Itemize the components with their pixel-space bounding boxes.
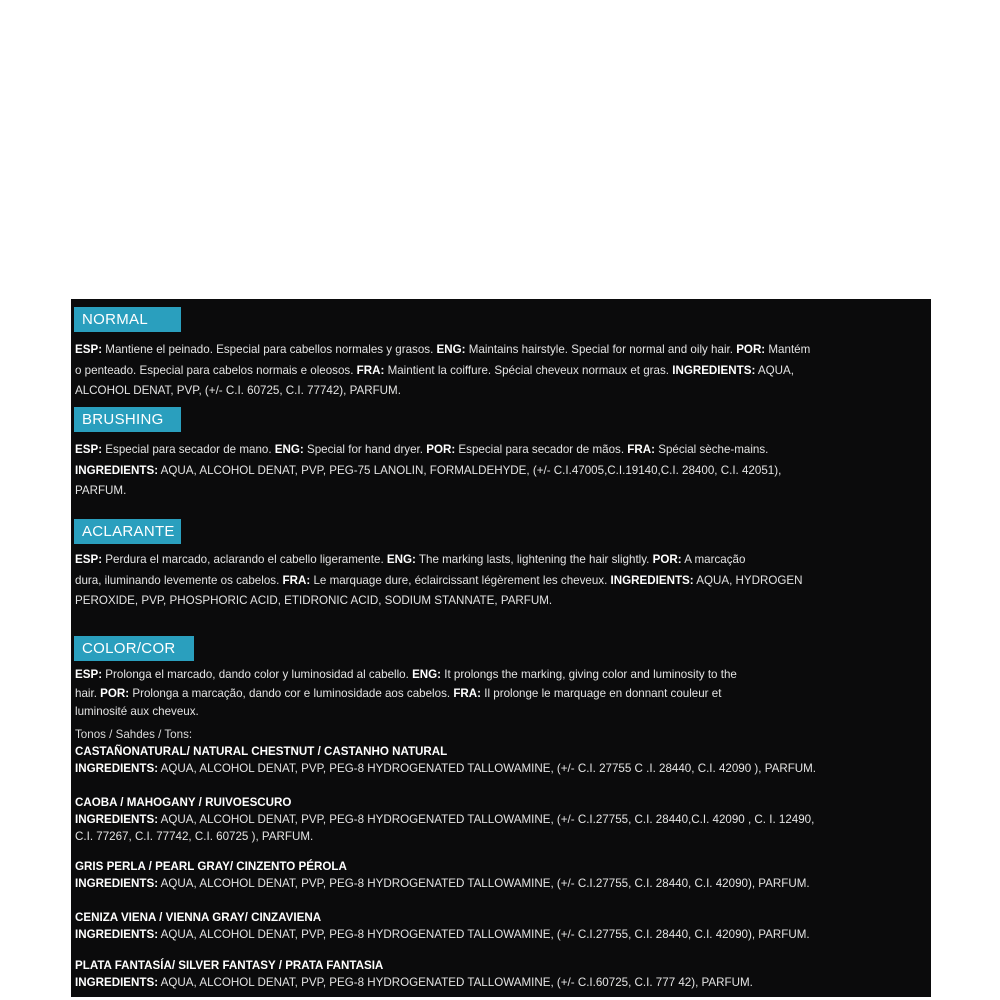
tone-name: PLATA FANTASÍA/ SILVER FANTASY / PRATA FANTASIA — [75, 959, 384, 972]
text-line: hair. POR: Prolonga a marcação, dando cor e luminosidade aos cabelos. FRA: Il prolonge le marquage en donnant couleur et — [75, 686, 722, 700]
tone-name: CAOBA / MAHOGANY / RUIVOESCURO — [75, 796, 292, 809]
tone-name: GRIS PERLA / PEARL GRAY/ CINZENTO PÉROLA — [75, 860, 347, 873]
text-line: PEROXIDE, PVP, PHOSPHORIC ACID, ETIDRONIC ACID, SODIUM STANNATE, PARFUM. — [75, 594, 553, 607]
text-line: o penteado. Especial para cabelos normais e oleosos. FRA: Maintient la coiffure. Spécial cheveux normaux et gras. INGREDIENTS: AQUA, — [75, 363, 794, 377]
tones-label: Tonos / Sahdes / Tons: — [75, 728, 193, 741]
text-line: luminosité aux cheveux. — [75, 705, 199, 718]
tone-block-silver-fantasy — [75, 957, 925, 991]
tone-ingredients: INGREDIENTS: AQUA, ALCOHOL DENAT, PVP, PEG-8 HYDROGENATED TALLOWAMINE, (+/- C.I. 27755 C .I. 28440, C.I. 42090 ), PARFUM. — [75, 762, 817, 775]
text-line: ESP: Perdura el marcado, aclarando el cabello ligeramente. ENG: The marking lasts, lightening the hair slightly. POR: A marcação — [75, 553, 746, 566]
section-text-aclarante — [75, 550, 925, 612]
text-line: ESP: Mantiene el peinado. Especial para cabellos normales y grasos. ENG: Maintains hairstyle. Special for normal and oily hair. POR: Mantém — [75, 343, 811, 356]
section-header-color: COLOR/COR — [74, 636, 194, 661]
tone-name: CENIZA VIENA / VIENNA GRAY/ CINZAVIENA — [75, 911, 322, 924]
section-header-aclarante: ACLARANTE — [74, 519, 181, 544]
text-line: ALCOHOL DENAT, PVP, (+/- C.I. 60725, C.I. 77742), PARFUM. — [75, 384, 401, 397]
section-text-brushing — [75, 440, 925, 502]
text-line: ESP: Prolonga el marcado, dando color y luminosidad al cabello. ENG: It prolongs the marking, giving color and luminosity to the — [75, 668, 737, 681]
section-text-color — [75, 666, 925, 722]
tone-ingredients: INGREDIENTS: AQUA, ALCOHOL DENAT, PVP, PEG-8 HYDROGENATED TALLOWAMINE, (+/- C.I.27755, C.I. 28440, C.I. 42090), PARFUM. — [75, 877, 810, 890]
section-header-normal: NORMAL — [74, 307, 181, 332]
section-text-normal — [75, 340, 925, 402]
text-line: ESP: Especial para secador de mano. ENG: Special for hand dryer. POR: Especial para secador de mãos. FRA: Spécial sèche-mains. — [75, 443, 769, 456]
tone-ingredients-cont: C.I. 77267, C.I. 77742, C.I. 60725 ), PARFUM. — [75, 830, 314, 843]
text-line: INGREDIENTS: AQUA, ALCOHOL DENAT, PVP, PEG-75 LANOLIN, FORMALDEHYDE, (+/- C.I.47005,C.I.19140,C.I. 28400, C.I. 42051), — [75, 463, 782, 477]
tone-ingredients: INGREDIENTS: AQUA, ALCOHOL DENAT, PVP, PEG-8 HYDROGENATED TALLOWAMINE, (+/- C.I.60725, C.I. 777 42), PARFUM. — [75, 976, 753, 989]
product-label-panel — [71, 299, 931, 997]
tones-list — [75, 726, 925, 777]
section-header-brushing: BRUSHING — [74, 407, 181, 432]
tone-block-vienna-gray — [75, 909, 925, 943]
text-line: dura, iluminando levemente os cabelos. FRA: Le marquage dure, éclaircissant légèrement les cheveux. INGREDIENTS: AQUA, HYDROGEN — [75, 573, 803, 587]
tone-ingredients: INGREDIENTS: AQUA, ALCOHOL DENAT, PVP, PEG-8 HYDROGENATED TALLOWAMINE, (+/- C.I.27755, C.I. 28440,C.I. 42090 , C. I. 12490, — [75, 813, 815, 826]
tone-ingredients: INGREDIENTS: AQUA, ALCOHOL DENAT, PVP, PEG-8 HYDROGENATED TALLOWAMINE, (+/- C.I.27755, C.I. 28440, C.I. 42090), PARFUM. — [75, 928, 810, 941]
text-line: PARFUM. — [75, 484, 127, 497]
tone-block-mahogany — [75, 794, 925, 845]
tone-name: CASTAÑONATURAL/ NATURAL CHESTNUT / CASTANHO NATURAL — [75, 745, 448, 758]
tone-block-pearl-gray — [75, 858, 925, 892]
